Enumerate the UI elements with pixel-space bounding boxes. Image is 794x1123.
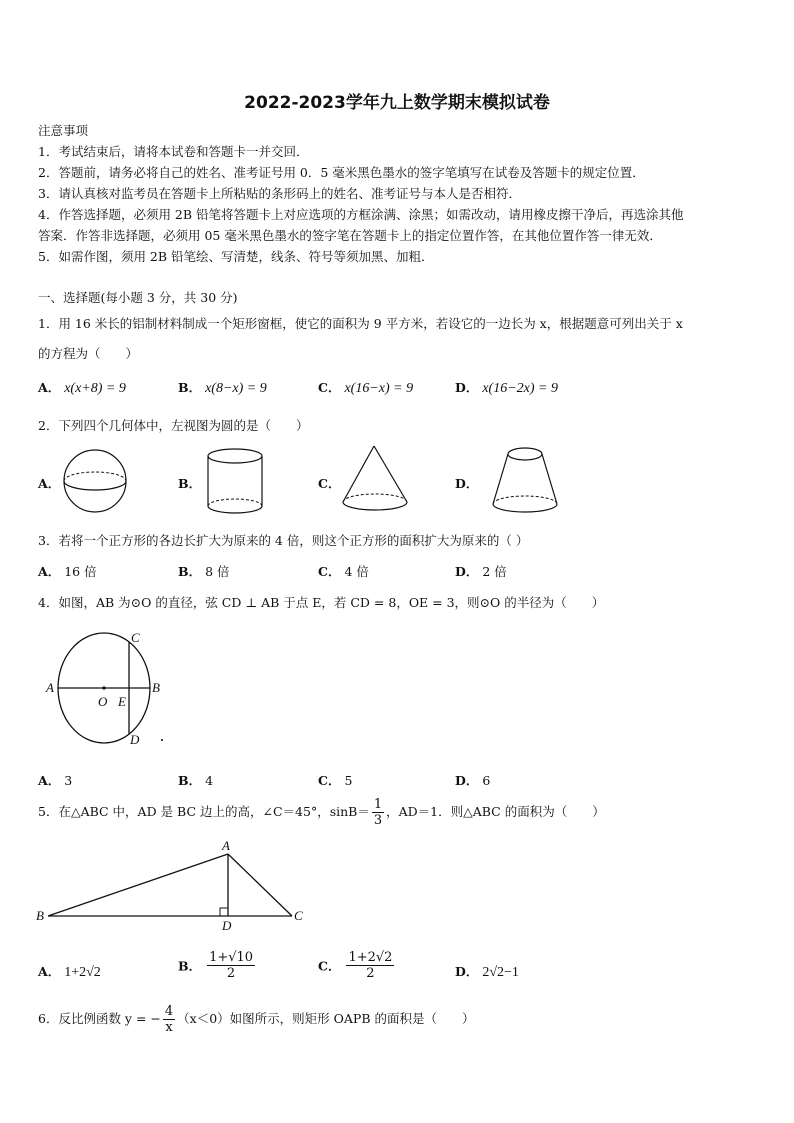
q3-option-a bbox=[38, 562, 97, 580]
q1-option-d-label: D． bbox=[455, 380, 479, 395]
q4-option-d-label: D． bbox=[455, 773, 479, 788]
q5-option-a bbox=[38, 962, 101, 981]
label-c: C bbox=[294, 908, 303, 923]
q1-option-b-text: x(8−x) = 9 bbox=[205, 381, 267, 396]
frustum-figure bbox=[490, 446, 570, 518]
triangle-figure bbox=[36, 838, 326, 933]
notice-item-1: 1．考试结束后，请将本试卷和答题卡一并交回． bbox=[38, 144, 309, 159]
q5-option-a-label: A． bbox=[38, 964, 61, 979]
q6-stem bbox=[38, 1004, 475, 1035]
q3-option-c-text: 4 倍 bbox=[344, 564, 369, 579]
q3-option-d bbox=[455, 562, 507, 580]
q5-option-a-text: 1+2√2 bbox=[64, 965, 101, 980]
q5-option-b bbox=[178, 950, 257, 981]
section-heading: 一、选择题(每小题 3 分，共 30 分) bbox=[38, 290, 238, 305]
notice-heading: 注意事项 bbox=[38, 123, 89, 138]
q5-option-d-text: 2√2−1 bbox=[482, 965, 519, 980]
notice-item-4-cont: 答案．作答非选择题，必须用 05 毫米黑色墨水的签字笔在答题卡上的指定位置作答，在其他位置作答一律无效． bbox=[38, 228, 662, 243]
q4-option-c-label: C． bbox=[318, 773, 341, 788]
sphere-figure bbox=[62, 448, 132, 518]
q3-option-c bbox=[318, 562, 369, 580]
label-o: O bbox=[98, 694, 108, 709]
q1-option-a bbox=[38, 378, 126, 397]
q3-option-d-text: 2 倍 bbox=[482, 564, 507, 579]
q3-option-a-label: A． bbox=[38, 564, 61, 579]
q1-option-c-label: C． bbox=[318, 380, 341, 395]
q4-option-a bbox=[38, 771, 72, 789]
q3-option-b-text: 8 倍 bbox=[205, 564, 230, 579]
label-d: D bbox=[222, 918, 232, 933]
label-a: A bbox=[222, 838, 230, 853]
q5-option-c bbox=[318, 950, 396, 981]
q5-option-b-num: 1+√10 bbox=[209, 950, 254, 965]
q4-option-a-text: 3 bbox=[64, 773, 73, 788]
q6-fraction bbox=[163, 1004, 175, 1035]
q4-option-c-text: 5 bbox=[344, 773, 353, 788]
q3-option-b bbox=[178, 562, 230, 580]
q1-option-b-label: B． bbox=[178, 380, 202, 395]
q5-option-b-label: B． bbox=[178, 958, 202, 974]
q2-option-c-label: C． bbox=[318, 476, 341, 491]
q6-stem-part1: 6．反比例函数 y = − bbox=[38, 1011, 161, 1026]
q5-option-c-num: 1+2√2 bbox=[348, 950, 393, 965]
label-b: B bbox=[152, 680, 160, 695]
q1-option-c-text: x(16−x) = 9 bbox=[344, 381, 414, 396]
q5-option-c-label: C． bbox=[318, 958, 341, 974]
label-e: E bbox=[118, 694, 126, 709]
q4-option-d bbox=[455, 771, 490, 789]
q1-option-a-text: x(x+8) = 9 bbox=[64, 381, 126, 396]
q5-option-d-label: D． bbox=[455, 964, 479, 979]
q5-option-d bbox=[455, 962, 519, 981]
q1-option-c bbox=[318, 378, 413, 397]
q3-option-c-label: C． bbox=[318, 564, 341, 579]
q2-option-b-label: B． bbox=[178, 476, 202, 491]
q1-option-b bbox=[178, 378, 267, 397]
q4-option-b-text: 4 bbox=[205, 773, 214, 788]
q4-option-a-label: A． bbox=[38, 773, 61, 788]
q3-option-b-label: B． bbox=[178, 564, 202, 579]
q4-option-c bbox=[318, 771, 352, 789]
q5-option-b-den: 2 bbox=[226, 966, 236, 981]
q1-stem-line1: 1．用 16 米长的铝制材料制成一个矩形窗框，使它的面积为 9 平方米，若设它的一边长为 x，根据题意可列出关于 x bbox=[38, 316, 683, 331]
q5-stem-part1: 5．在△ABC 中，AD 是 BC 边上的高，∠C＝45°，sinB＝ bbox=[38, 804, 370, 819]
q3-stem: 3．若将一个正方形的各边长扩大为原来的 4 倍，则这个正方形的面积扩大为原来的（ ） bbox=[38, 533, 529, 548]
q2-option-a-label: A． bbox=[38, 476, 61, 491]
q5-option-c-den: 2 bbox=[366, 966, 375, 981]
q3-option-d-label: D． bbox=[455, 564, 479, 579]
q5-option-c-fraction bbox=[346, 950, 394, 981]
q4-stem: 4．如图，AB 为⊙O 的直径，弦 CD ⊥ AB 于点 E，若 CD = 8，OE = 3，则⊙O 的半径为（ ） bbox=[38, 595, 605, 610]
q6-frac-den: x bbox=[165, 1020, 173, 1035]
q4-option-b bbox=[178, 771, 213, 789]
q1-stem-line2: 的方程为（ ） bbox=[38, 346, 139, 361]
q1-option-d bbox=[455, 378, 558, 397]
page-title: 2022-2023学年九上数学期末模拟试卷 bbox=[244, 93, 550, 113]
notice-item-4: 4．作答选择题，必须用 2B 铅笔将答题卡上对应选项的方框涂满、涂黑；如需改动，请用橡皮擦干净后，再选涂其他 bbox=[38, 207, 684, 222]
q5-option-b-fraction bbox=[207, 950, 255, 981]
q1-option-a-label: A． bbox=[38, 380, 61, 395]
q3-option-a-text: 16 倍 bbox=[64, 564, 97, 579]
notice-item-2: 2．答题前，请务必将自己的姓名、准考证号用 0．5 毫米黑色墨水的签字笔填写在试卷及答题卡的规定位置． bbox=[38, 165, 645, 180]
q5-frac-den: 3 bbox=[373, 813, 383, 828]
label-d: D bbox=[130, 732, 140, 747]
cone-figure bbox=[340, 444, 420, 516]
cylinder-figure bbox=[205, 448, 275, 518]
q5-frac-num: 1 bbox=[373, 797, 383, 812]
q2-stem: 2．下列四个几何体中，左视图为圆的是（ ） bbox=[38, 418, 309, 433]
q6-frac-num: 4 bbox=[164, 1004, 174, 1019]
notice-item-5: 5．如需作图，须用 2B 铅笔绘、写清楚，线条、符号等须加黑、加粗． bbox=[38, 249, 434, 264]
q5-stem bbox=[38, 797, 605, 828]
q5-stem-part2: ，AD＝1．则△ABC 的面积为（ ） bbox=[386, 804, 605, 819]
q4-option-d-text: 6 bbox=[482, 773, 491, 788]
circle-figure bbox=[46, 628, 176, 748]
q4-option-b-label: B． bbox=[178, 773, 202, 788]
q1-option-d-text: x(16−2x) = 9 bbox=[482, 381, 558, 396]
q2-option-d-label: D． bbox=[455, 476, 479, 491]
label-b: B bbox=[36, 908, 44, 923]
notice-item-3: 3．请认真核对监考员在答题卡上所粘贴的条形码上的姓名、准考证号与本人是否相符． bbox=[38, 186, 521, 201]
label-c: C bbox=[131, 630, 140, 645]
label-a: A bbox=[46, 680, 54, 695]
q5-sinb-fraction bbox=[372, 797, 384, 828]
q6-stem-part2: （x＜0）如图所示，则矩形 OAPB 的面积是（ ） bbox=[177, 1011, 475, 1026]
